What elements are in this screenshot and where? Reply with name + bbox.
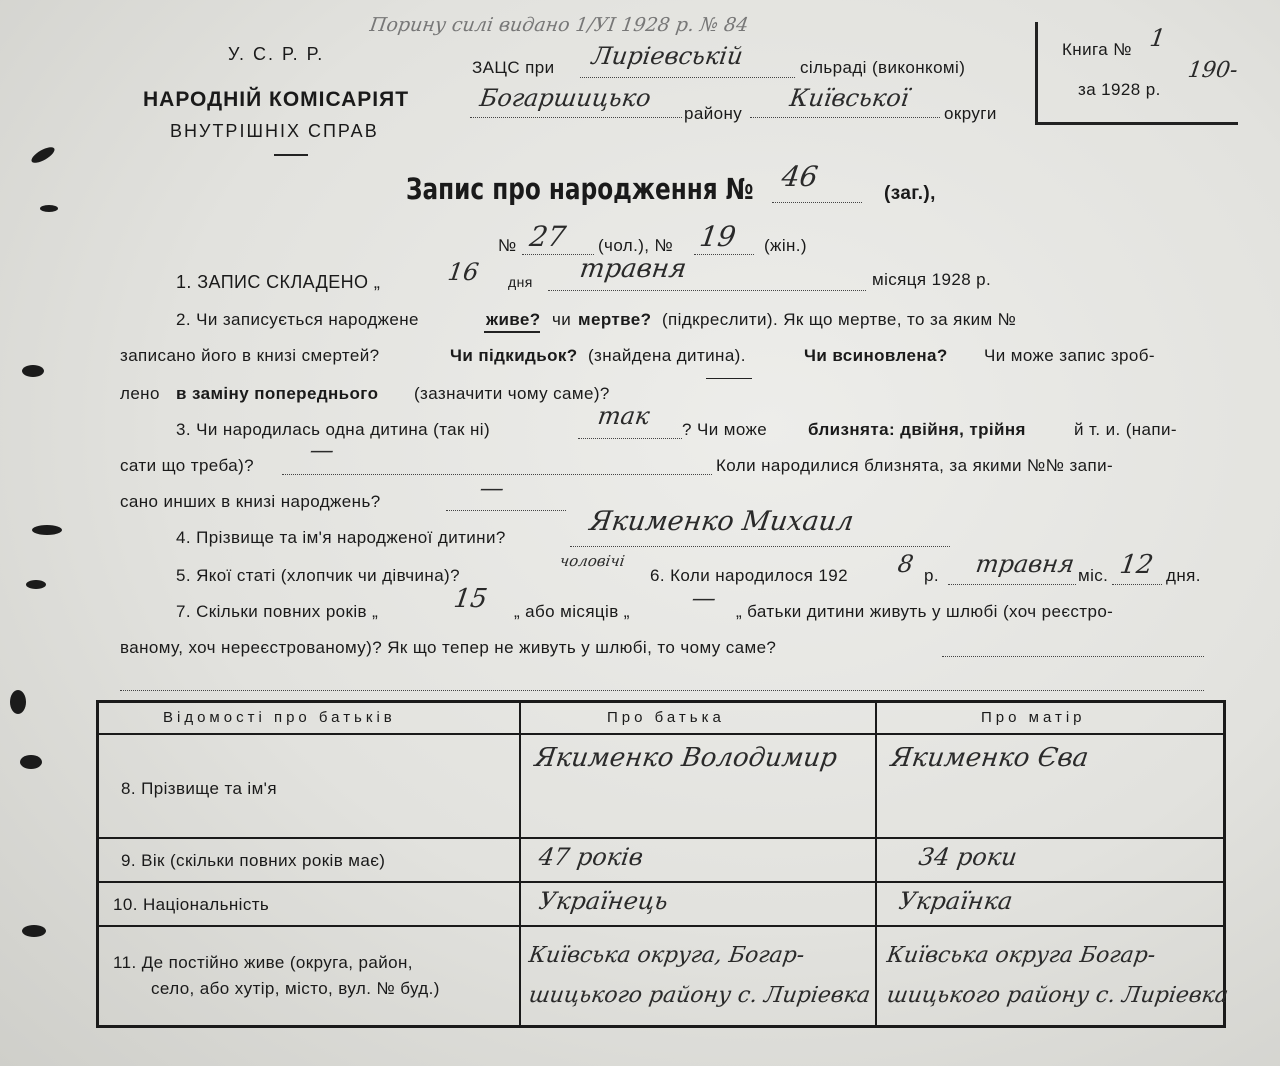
item2-e: (знайдена дитина). [588, 346, 746, 365]
district-label: району [684, 104, 743, 123]
item3-b: ? Чи може [682, 420, 768, 439]
row-divider [99, 881, 1223, 883]
item3-e: Коли народилися близнята, за якими №№ запи- [716, 456, 1114, 475]
item6-r: р. [924, 566, 939, 585]
mother-residence-1: Київська округа Богар- [885, 943, 1157, 968]
item6-day: 12 [1117, 550, 1156, 580]
item2-replace: в заміну попереднього [176, 384, 379, 403]
female-label: (жін.) [764, 236, 807, 255]
father-nationality: Українець [537, 887, 670, 915]
item7-months: — [690, 584, 718, 612]
dotted-line [772, 202, 862, 203]
header-father: Про батька [607, 709, 725, 726]
item2-b: чи [552, 310, 572, 329]
dotted-line [548, 290, 866, 291]
commissariat-subtitle: ВНУТРІШНІХ СПРАВ [170, 121, 379, 141]
item6-year: 8 [896, 550, 916, 578]
row-divider [99, 925, 1223, 927]
dotted-line [446, 510, 566, 511]
mother-age: 34 роки [917, 843, 1019, 871]
item5-value: чоловічі [558, 552, 626, 570]
item3-twins: близнята: двійня, трійня [808, 420, 1026, 439]
commissariat-title: НАРОДНІЙ КОМІСАРІЯТ [143, 88, 410, 111]
item7-d: ваному, хоч нереєстрованому)? Як що тепер не живуть у шлюбі, то чому саме? [120, 638, 777, 657]
item2-dash [706, 378, 752, 379]
item3-a: 3. Чи народилась одна дитина (так ні) [176, 420, 491, 439]
item2-a: 2. Чи записується народжене [176, 310, 419, 329]
female-number: 19 [697, 220, 738, 253]
dotted-line [942, 656, 1204, 657]
item2-g: лено [120, 384, 160, 403]
row-label-residence-1: 11. Де постійно живе (округа, район, [113, 953, 413, 972]
record-title: Запис про народження № [406, 172, 754, 206]
item3-f: сано инших в книзі народжень? [120, 492, 381, 511]
item2-adopted: Чи всиновлена? [804, 346, 948, 365]
punch-hole [10, 690, 26, 714]
punch-hole [26, 580, 46, 589]
item7-b: „ або місяців „ [514, 602, 630, 621]
margin-number: 190- [1186, 58, 1240, 83]
dotted-line [694, 254, 754, 255]
item2-f: Чи може запис зроб- [984, 346, 1155, 365]
item7-c: „ батьки дитини живуть у шлюбі (хоч реєстро- [736, 602, 1114, 621]
top-note: Порину силі видано 1/УІ 1928 р. № 84 [368, 14, 750, 36]
column-divider [519, 703, 521, 1025]
item1-month: травня [577, 254, 689, 284]
item2-d: записано його в книзі смертей? [120, 346, 380, 365]
record-number: 46 [779, 160, 820, 193]
item2-h: (зазначити чому саме)? [414, 384, 610, 403]
father-residence-1: Київська округа, Богар- [527, 943, 806, 968]
mother-nationality: Українка [897, 887, 1015, 915]
mother-name: Якименко Єва [888, 743, 1091, 773]
item6-dnia: дня. [1166, 566, 1201, 585]
item3-dash2: — [478, 474, 506, 502]
punch-hole [20, 755, 42, 769]
header-rule [274, 154, 308, 156]
father-name: Якименко Володимир [532, 743, 840, 773]
dotted-line [120, 690, 1204, 691]
item3-c: й т. и. (напи- [1074, 420, 1177, 439]
punch-hole [29, 144, 57, 166]
item5-label: 5. Якої статі (хлопчик чи дівчина)? [176, 566, 460, 585]
row-label-age: 9. Вік (скільки повних років має) [121, 851, 386, 870]
punch-hole [40, 205, 58, 212]
item1-day: 16 [446, 258, 481, 286]
okruga-label: округи [944, 104, 997, 123]
mother-residence-2: шицького району с. Лиріевка [885, 983, 1230, 1008]
parents-table [96, 700, 1230, 1028]
alive-underline [484, 331, 540, 333]
okruga-value: Київської [788, 84, 911, 112]
header-mother: Про матір [981, 709, 1086, 726]
book-year: за 1928 р. [1078, 80, 1161, 99]
republic-label: У. С. Р. Р. [228, 44, 325, 64]
zags-suffix: сільраді (виконкомі) [800, 58, 966, 77]
item4-value: Якименко Михаил [587, 506, 856, 537]
item2-alive: живе? [486, 310, 541, 329]
dotted-line [578, 438, 682, 439]
item2-c: (підкреслити). Як що мертве, то за яким № [662, 310, 1017, 329]
punch-hole [22, 925, 46, 937]
male-label: (чол.), № [598, 236, 674, 255]
village-council-value: Лиріевській [590, 42, 745, 70]
column-divider [875, 703, 877, 1025]
no-label: № [498, 236, 517, 255]
dotted-line [470, 117, 682, 118]
dotted-line [948, 584, 1076, 585]
item1-day-label: дня [508, 274, 533, 290]
district-value: Богаршицько [478, 84, 653, 112]
row-label-residence-2: село, або хутір, місто, вул. № буд.) [151, 979, 440, 998]
record-zag: (заг.), [884, 183, 936, 204]
row-divider [99, 837, 1223, 839]
item6-label: 6. Коли народилося 192 [650, 566, 848, 585]
item2-dead: мертве? [578, 310, 652, 329]
header-parents-info: Відомості про батьків [163, 709, 396, 726]
father-residence-2: шицького району с. Лиріевка [527, 983, 872, 1008]
dotted-line [1112, 584, 1162, 585]
book-number: 1 [1148, 24, 1168, 52]
item6-mis: міс. [1078, 566, 1109, 585]
item3-answer: так [596, 402, 652, 430]
punch-hole [22, 365, 44, 377]
dotted-line [580, 77, 795, 78]
row-divider [99, 733, 1223, 735]
punch-hole [32, 525, 62, 535]
item1-label: 1. ЗАПИС СКЛАДЕНО „ [176, 272, 381, 292]
book-label: Книга № [1062, 40, 1132, 59]
dotted-line [570, 546, 950, 547]
zags-prefix: ЗАЦС при [472, 58, 555, 77]
row-label-name: 8. Прізвище та ім'я [121, 779, 277, 798]
item7-years: 15 [451, 584, 490, 614]
dotted-line [750, 117, 940, 118]
item1-tail: місяця 1928 р. [872, 270, 992, 289]
male-number: 27 [527, 220, 568, 253]
item4-label: 4. Прізвище та ім'я народженої дитини? [176, 528, 506, 547]
item3-d: сати що треба)? [120, 456, 254, 475]
item7-a: 7. Скільки повних років „ [176, 602, 379, 621]
item2-foundling: Чи підкидьок? [450, 346, 578, 365]
row-label-nationality: 10. Національність [113, 895, 270, 914]
item6-month: травня [974, 550, 1077, 578]
father-age: 47 років [537, 843, 645, 871]
item3-dash: — [308, 436, 336, 464]
